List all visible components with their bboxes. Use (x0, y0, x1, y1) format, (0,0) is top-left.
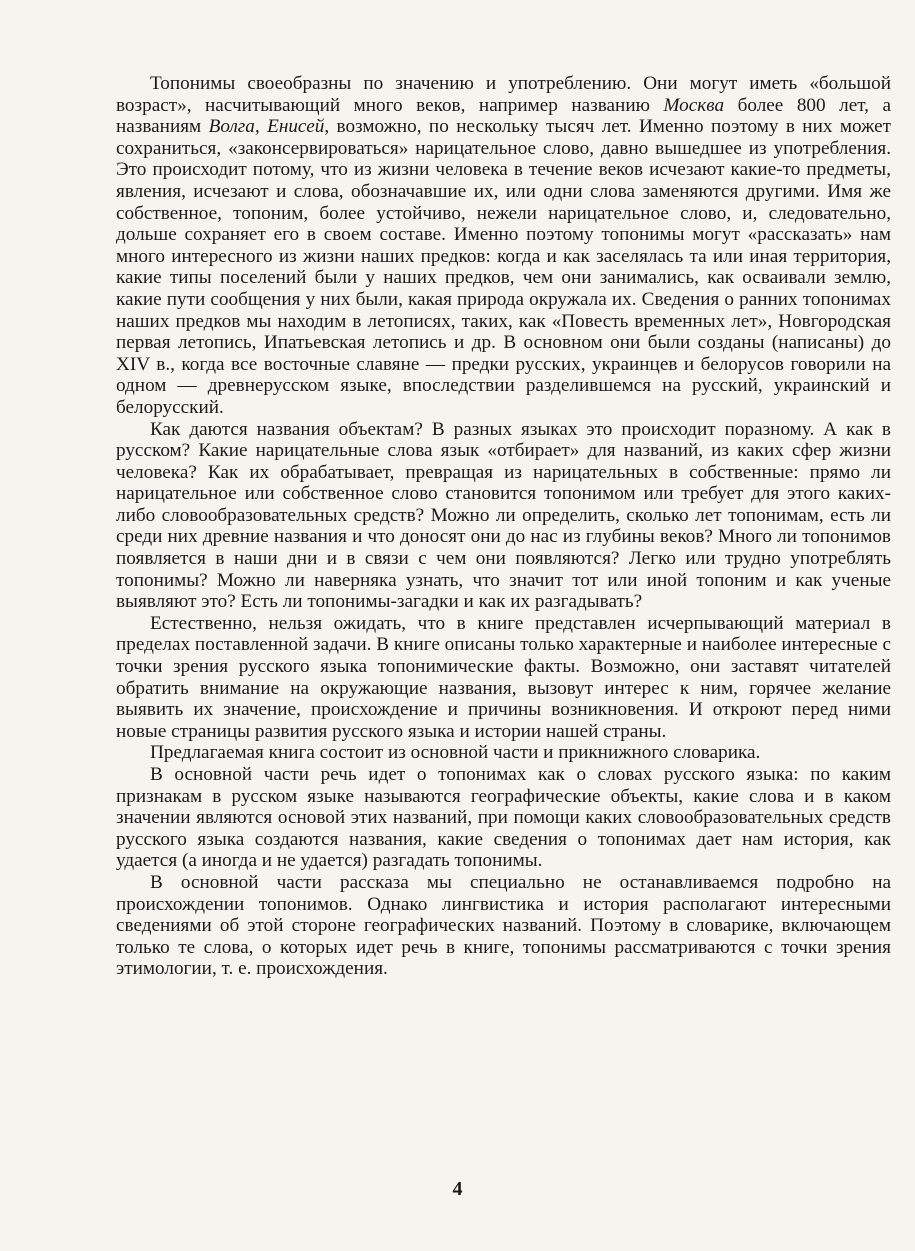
italic-text: Волга, Енисей (208, 116, 325, 138)
paragraph-p5 (116, 764, 891, 872)
paragraph-p1 (116, 73, 891, 419)
text-run: Естественно, нельзя ожидать, что в книге представлен исчерпывающий материал в пределах поставленной задачи. В книге описаны только характерные и наиболее интересные с точки зрения русского языка топонимические факты. Возможно, они заставят читателей обратить внимание на окружающие названия, вызовут интерес к ним, горячее желание выявить их значение, происхождение и причины возникновения. И откроют перед ними новые страницы развития русского языка и истории нашей страны. (116, 612, 891, 742)
text-run: Топонимы своеобразны по значению и употреблению. Они могут иметь «большой возраст», насчитывающий много веков, например названию (116, 73, 891, 116)
page-number: 4 (452, 1178, 463, 1200)
italic-text: Москва (663, 94, 725, 116)
paragraph-p2 (116, 419, 891, 613)
text-run: более 800 лет, а названиям (116, 94, 892, 138)
body-text (116, 73, 891, 980)
paragraph-p6 (116, 872, 891, 980)
text-run: , возможно, по нескольку тысяч лет. Именно поэтому в них может сохраниться, «законсервироваться» нарицательное слово, давно вышедшее из употребления. Это происходит потому, что из жизни человека в течение веков исчезают какие-то предметы, явления, исчезают и слова, обозначавшие их, или одни слова заменяются другими. Имя же собственное, топоним, более устойчиво, нежели нарицательное слово, и, следовательно, дольше сохраняет его в своем составе. Именно поэтому топонимы могут «рассказать» нам много интересного из жизни наших предков: когда и как заселялась та или иная территория, какие типы поселений были у наших предков, чем они занимались, как осваивали землю, какие пути сообщения у них были, какая природа окружала их. Сведения о ранних топонимах наших предков мы находим в летописях, таких, как «Повесть временных лет», Новгородская первая летопись, Ипатьевская летопись и др. В основном они были созданы (написаны) до XIV в., когда все восточные славяне — предки русских, украинцев и белорусов говорили на одном — древнерусском языке, впоследствии разделившемся на русский, украинский и белорусский. (116, 116, 891, 418)
text-run: Как даются названия объектам? В разных языках это происходит поразному. А как в русском? Какие нарицательные слова язык «отбирает» для названий, из каких сфер жизни человека? Как их обрабатывает, превращая из нарицательных в собственные: прямо ли нарицательное или собственное слово становится топонимом или требует для этого каких-либо словообразовательных средств? Можно ли определить, сколько лет топонимам, есть ли среди них древние названия и что доносят они до нас из глубины веков? Много ли топонимов появляется в наши дни и в связи с чем они появляются? Легко или трудно употреблять топонимы? Можно ли наверняка узнать, что значит тот или иной топоним и как ученые выявляют это? Есть ли топонимы-загадки и как их разгадывать? (116, 418, 891, 613)
paragraph-p4 (116, 742, 891, 764)
text-run: В основной части речь идет о топонимах как о словах русского языка: по каким признакам в русском языке называются географические объекты, какие слова и в каком значении являются основой этих названий, при помощи каких словообразовательных средств русского языка создаются названия, какие сведения о топонимах дает нам история, как удается (а иногда и не удается) разгадать топонимы. (116, 764, 891, 872)
text-run: В основной части рассказа мы специально не останавливаемся подробно на происхождении топонимов. Однако лингвистика и история располагают интересными сведениями об этой стороне географических названий. Поэтому в словарике, включающем только те слова, о которых идет речь в книге, топонимы рассматриваются с точки зрения этимологии, т. е. происхождения. (116, 871, 891, 980)
text-run: Предлагаемая книга состоит из основной части и прикнижного словарика. (150, 742, 761, 764)
paragraph-p3 (116, 613, 891, 743)
